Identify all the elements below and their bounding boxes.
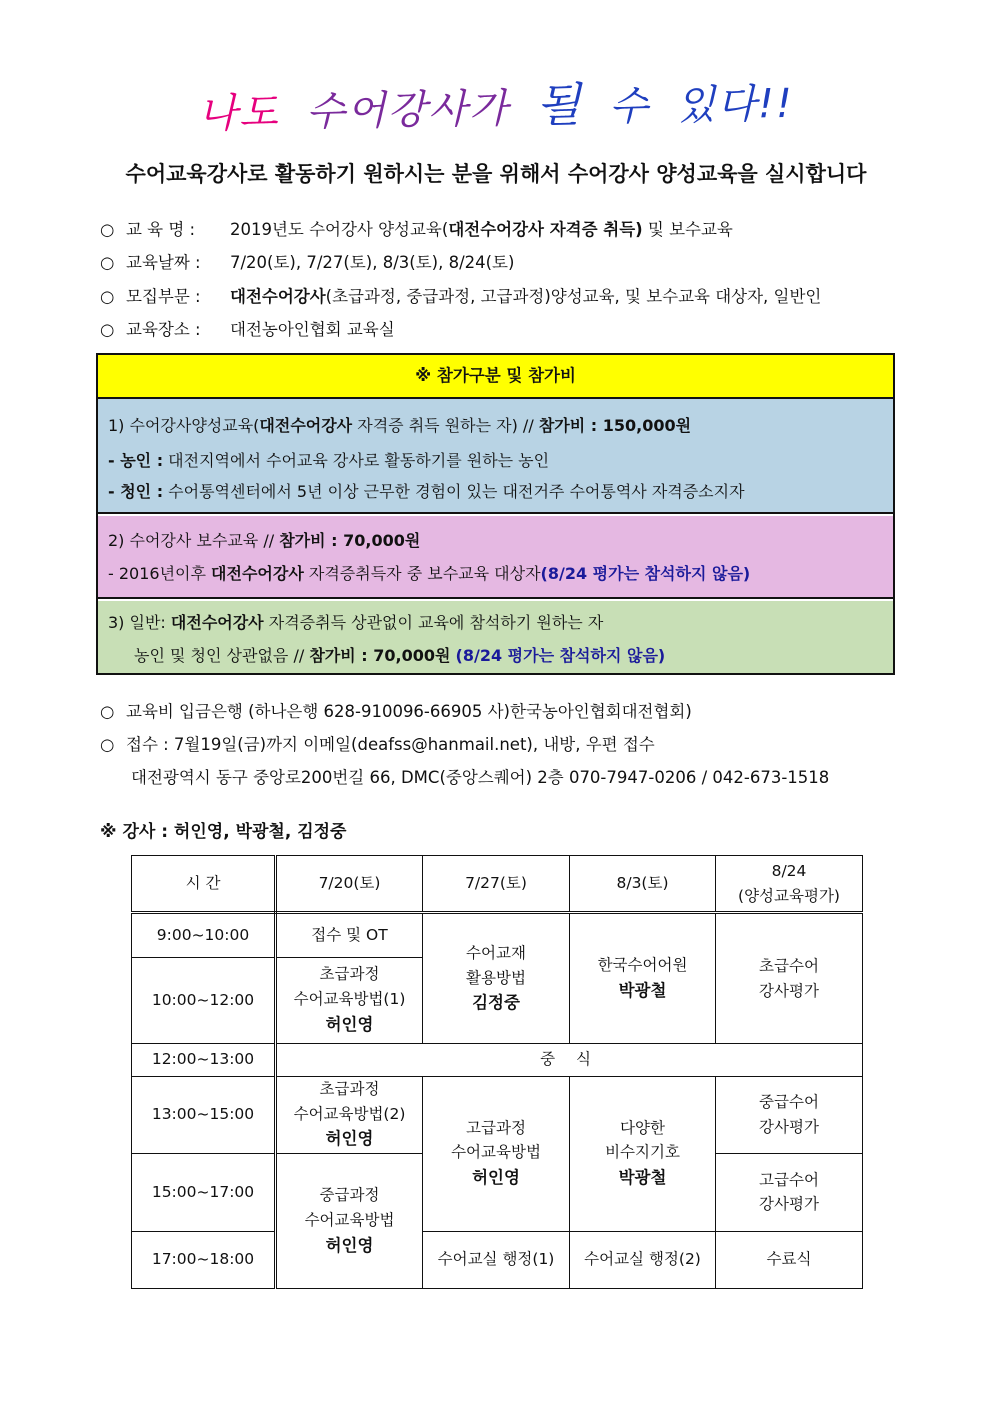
instructor-name: 허인영 xyxy=(325,1235,374,1255)
headline xyxy=(0,61,992,144)
headline-word-4: 수 xyxy=(608,83,651,131)
info-course-name xyxy=(100,216,733,240)
schedule-cell: 수어교실 행정(1) xyxy=(423,1231,570,1288)
schedule-cell xyxy=(276,957,423,1044)
general-rest: 자격증취득 상관없이 교육에 참석하기 원하는 자 xyxy=(263,613,604,632)
instructors-line: ※ 강사 : 허인영, 박광철, 김정중 xyxy=(100,822,347,842)
general-detail-text: 농인 및 청인 상관없음 // xyxy=(134,646,310,665)
table-row xyxy=(132,1076,863,1154)
bullet-circle-icon: ○ xyxy=(100,320,115,339)
dates-label: 교육날짜 : xyxy=(126,253,201,272)
schedule-cell xyxy=(276,1154,423,1289)
course-name-label: 교 육 명 : xyxy=(126,220,196,239)
header-day-1: 7/20(토) xyxy=(276,856,423,913)
schedule-cell xyxy=(276,1076,423,1154)
bank-info xyxy=(100,698,692,722)
general-bold: 대전수어강사 xyxy=(170,613,264,632)
bullet-circle-icon: ○ xyxy=(100,702,115,721)
refresher-note: (8/24 평가는 참석하지 않음) xyxy=(540,564,751,583)
time-cell: 13:00~15:00 xyxy=(132,1076,276,1154)
general-note: (8/24 평가는 참석하지 않음) xyxy=(455,646,666,665)
cell-line: 중급과정 xyxy=(319,1186,380,1205)
schedule-cell: 접수 및 OT xyxy=(276,913,423,957)
header-day-4-sub: (양성교육평가) xyxy=(738,886,840,905)
instructor-name: 박광철 xyxy=(618,1168,667,1188)
instructor-name: 허인영 xyxy=(325,1129,374,1149)
info-place xyxy=(100,316,395,340)
cell-line: 수어교육방법 xyxy=(451,1143,541,1162)
table-row xyxy=(132,1231,863,1288)
address-line: 대전광역시 동구 중앙로200번길 66, DMC(중앙스퀘어) 2층 070-7947-0206 / 042-673-1518 xyxy=(131,768,830,787)
time-cell: 9:00~10:00 xyxy=(132,913,276,957)
time-cell: 17:00~18:00 xyxy=(132,1231,276,1288)
info-dates xyxy=(100,249,514,273)
cell-line: 초급과정 xyxy=(319,1079,380,1098)
bullet-circle-icon: ○ xyxy=(100,220,115,239)
schedule-cell xyxy=(423,1076,570,1231)
cell-line: 중급수어 xyxy=(759,1092,819,1111)
general-detail-line xyxy=(134,643,665,666)
schedule-cell xyxy=(570,1076,716,1231)
instructor-name: 허인영 xyxy=(325,1015,374,1035)
apply-info xyxy=(100,731,655,755)
cell-line: 다양한 xyxy=(620,1118,665,1137)
cell-line: 초급수어 xyxy=(759,957,819,976)
fee-section-refresher xyxy=(98,516,893,599)
refresher-detail-mid: 자격증취득자 중 보수교육 대상자 xyxy=(303,564,541,583)
cell-line: 한국수어어원 xyxy=(597,956,688,975)
recruit-label: 모집부문 : xyxy=(126,287,201,306)
fee-box-header: ※ 참가구분 및 참가비 xyxy=(98,355,893,399)
course-name-prefix: 2019년도 수어강사 양성교육( xyxy=(230,220,449,239)
headline-word-2: 수어강사가 xyxy=(305,85,510,136)
time-cell: 10:00~12:00 xyxy=(132,957,276,1044)
cell-line: 수어교재 xyxy=(466,943,526,962)
time-cell: 15:00~17:00 xyxy=(132,1154,276,1232)
header-day-4-date: 8/24 xyxy=(771,861,807,880)
refresher-detail-prefix: - 2016년이후 xyxy=(108,564,212,583)
hearing-text: 수어통역센터에서 5년 이상 근무한 경험이 있는 대전거주 수어통역사 자격증소지자 xyxy=(163,482,745,501)
schedule-cell xyxy=(423,913,570,1044)
cell-line: 고급수어 xyxy=(759,1170,819,1189)
headline-word-3: 될 xyxy=(535,77,583,133)
bullet-circle-icon: ○ xyxy=(100,253,115,272)
refresher-fee: 참가비 : 70,000원 xyxy=(279,531,421,550)
training-prefix: 1) 수어강사양성교육( xyxy=(108,416,260,435)
deaf-text: 대전지역에서 수어교육 강사로 활동하기를 원하는 농인 xyxy=(163,451,550,470)
schedule-cell: 수료식 xyxy=(716,1231,863,1288)
training-mid: 자격증 취득 원하는 자) // xyxy=(352,416,539,435)
fee-section-general xyxy=(98,601,893,673)
subtitle: 수어교육강사로 활동하기 원하시는 분을 위해서 수어강사 양성교육을 실시합니다 xyxy=(125,162,867,186)
header-time: 시 간 xyxy=(132,856,276,913)
schedule-cell xyxy=(716,1076,863,1154)
cell-line: 초급과정 xyxy=(319,965,380,984)
cell-line: 강사평가 xyxy=(759,981,819,1000)
bullet-circle-icon: ○ xyxy=(100,735,115,754)
cell-line: 활용방법 xyxy=(466,968,526,987)
schedule-cell xyxy=(716,913,863,1044)
info-recruit xyxy=(100,283,821,307)
cell-line: 비수지기호 xyxy=(605,1143,680,1162)
lunch-cell: 중 식 xyxy=(276,1044,863,1076)
training-line xyxy=(108,413,691,436)
general-fee: 참가비 : 70,000원 xyxy=(309,646,451,665)
fee-section-training xyxy=(98,399,893,514)
schedule-cell: 수어교실 행정(2) xyxy=(570,1231,716,1288)
training-bold: 대전수어강사 xyxy=(259,416,353,435)
header-day-3: 8/3(토) xyxy=(570,856,716,913)
refresher-detail-bold: 대전수어강사 xyxy=(211,564,304,583)
course-name-suffix: 및 보수교육 xyxy=(642,220,733,239)
table-row xyxy=(132,913,863,957)
cell-line: 수어교육방법(2) xyxy=(293,1104,406,1123)
schedule-header-row xyxy=(132,856,863,913)
header-day-4 xyxy=(716,856,863,913)
cell-line: 수어교육방법 xyxy=(304,1210,395,1229)
hearing-line xyxy=(108,479,745,502)
headline-word-1: 나도 xyxy=(197,89,280,138)
cell-line: 강사평가 xyxy=(759,1117,819,1136)
place-value: 대전농아인협회 교육실 xyxy=(230,320,395,339)
training-fee: 참가비 : 150,000원 xyxy=(538,416,692,435)
instructor-name: 김정중 xyxy=(472,993,520,1013)
schedule-cell xyxy=(716,1154,863,1232)
cell-line: 고급과정 xyxy=(466,1118,526,1137)
instructor-name: 허인영 xyxy=(472,1168,520,1188)
time-cell: 12:00~13:00 xyxy=(132,1044,276,1076)
table-row xyxy=(132,1044,863,1076)
refresher-line xyxy=(108,528,420,551)
instructor-name: 박광철 xyxy=(618,981,667,1001)
schedule-table xyxy=(131,855,863,1289)
recruit-rest: (초급과정, 중급과정, 고급과정)양성교육, 및 보수교육 대상자, 일반인 xyxy=(325,287,822,306)
header-day-2: 7/27(토) xyxy=(423,856,570,913)
refresher-prefix: 2) 수어강사 보수교육 // xyxy=(108,531,280,550)
recruit-bold: 대전수어강사 xyxy=(230,287,326,306)
headline-word-5: 있다!! xyxy=(676,80,795,129)
place-label: 교육장소 : xyxy=(126,320,201,339)
general-prefix: 3) 일반: xyxy=(108,613,171,632)
cell-line: 수어교육방법(1) xyxy=(293,990,406,1009)
dates-value: 7/20(토), 7/27(토), 8/3(토), 8/24(토) xyxy=(230,253,515,272)
cell-line: 강사평가 xyxy=(759,1195,819,1214)
hearing-label: - 청인 : xyxy=(108,482,164,501)
bullet-circle-icon: ○ xyxy=(100,287,115,306)
apply-line: 접수 : 7월19일(금)까지 이메일(deafss@hanmail.net), 내방, 우편 접수 xyxy=(126,735,655,754)
deaf-line xyxy=(108,448,549,471)
deaf-label: - 농인 : xyxy=(108,451,164,470)
schedule-cell xyxy=(570,913,716,1044)
bank-line: 교육비 입금은행 (하나은행 628-910096-66905 사)한국농아인협회대전협회) xyxy=(126,702,692,721)
course-name-bold: 대전수어강사 자격증 취득) xyxy=(448,220,643,239)
general-line xyxy=(108,610,603,633)
refresher-detail-line xyxy=(108,561,750,584)
fee-box xyxy=(96,353,895,675)
